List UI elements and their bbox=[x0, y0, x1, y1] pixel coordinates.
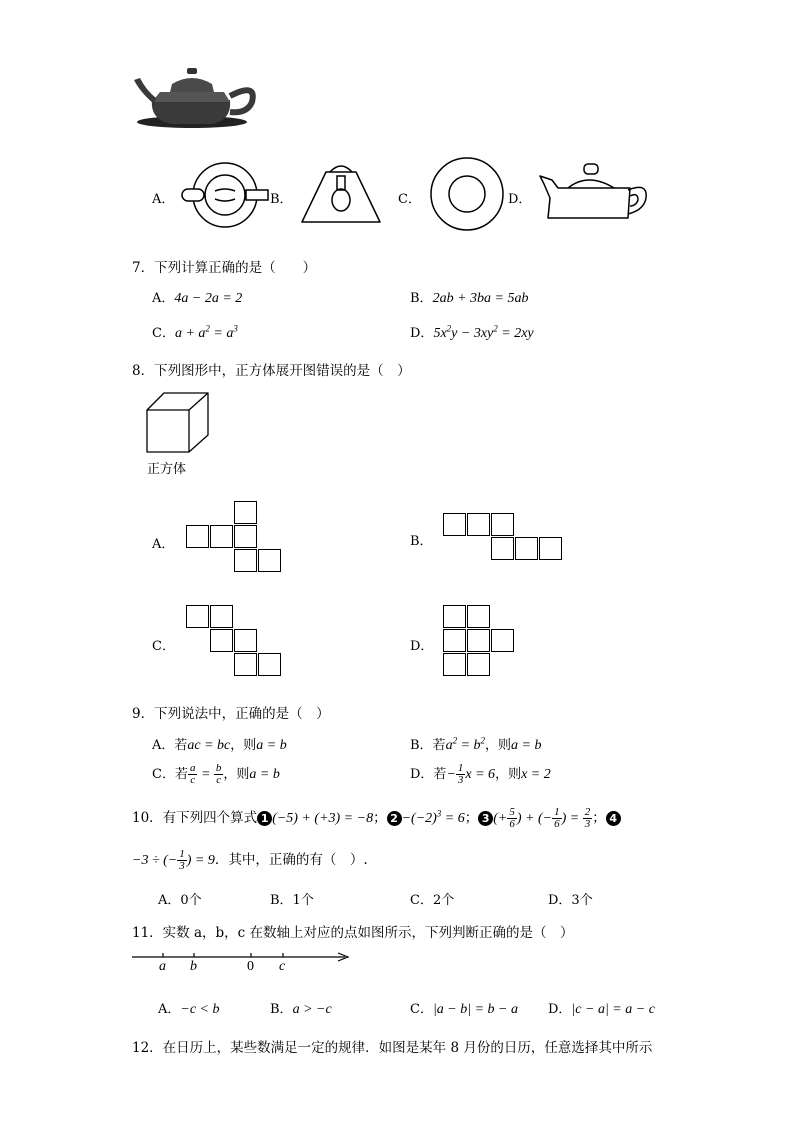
q7-label-b: B． bbox=[410, 291, 433, 306]
q7-label-c: C． bbox=[152, 326, 175, 341]
q10-option-a[interactable]: A．0个 bbox=[158, 893, 202, 908]
q9-option-a[interactable]: A．若ac = bc，则a = b bbox=[152, 738, 287, 753]
q7-option-a[interactable] bbox=[152, 287, 242, 307]
q12-stem: 12．在日历上，某些数满足一定的规律．如图是某年 8 月份的日历，任意选择其中所示 bbox=[132, 1040, 653, 1056]
teapot-view-a bbox=[178, 160, 273, 230]
q7-option-d[interactable] bbox=[410, 322, 534, 342]
axis-label-a: a bbox=[159, 959, 166, 974]
q9-stem: 9．下列说法中，正确的是（ ） bbox=[132, 706, 330, 722]
q11-option-a[interactable]: A．−c < b bbox=[158, 1002, 220, 1017]
q7-label-a: A． bbox=[152, 291, 175, 306]
cube-figure bbox=[144, 390, 214, 455]
q7-expr-d: $5x^2y - 3xy^2 = 2xy$ bbox=[433, 323, 534, 341]
q11-option-d[interactable]: D．|c − a| = a − c bbox=[548, 1002, 655, 1017]
q7-label-d: D． bbox=[410, 326, 434, 341]
q10-option-d[interactable]: D．3个 bbox=[548, 893, 593, 908]
teapot-view-d bbox=[538, 158, 650, 224]
q10-stem-line2: −3 ÷ (− $\frac{1}{3}$ ) = 9．其中，正确的有（ ）. bbox=[132, 848, 368, 872]
q11-option-c[interactable]: C．|a − b| = b − a bbox=[410, 1002, 518, 1017]
q8-label-c[interactable]: C． bbox=[152, 639, 175, 654]
axis-label-c: c bbox=[279, 959, 286, 974]
axis-label-b: b bbox=[190, 959, 197, 974]
q6-label-d[interactable]: D． bbox=[508, 192, 532, 207]
q10-option-b[interactable]: B．1个 bbox=[270, 893, 314, 908]
q7-option-b[interactable] bbox=[410, 287, 528, 307]
q6-label-a[interactable]: A． bbox=[152, 192, 175, 207]
axis-label-zero: 0 bbox=[247, 959, 254, 974]
q6-label-c[interactable]: C． bbox=[398, 192, 421, 207]
q11-option-b[interactable]: B．a > −c bbox=[270, 1002, 332, 1017]
teapot-photo bbox=[132, 62, 272, 137]
q7-expr-c: $a + a^2 = a^3$ bbox=[174, 323, 238, 341]
teapot-view-b bbox=[296, 158, 386, 230]
q9-option-c[interactable]: C．若 $\frac{a}{c}$ = $\frac{b}{c}$ ，则a = b bbox=[152, 762, 280, 786]
q7-expr-a: 4a − 2a = 2 bbox=[174, 291, 243, 306]
q10-stem-line1: 10．有下列四个算式 1 (−5) + (+3) = −8； $2 -(-2)^3 = 6$； 3 (+ $\frac{5}{6}$ ) + (− $\frac{1}{6}$ ) = $\frac{2}{3}$ ； 4 bbox=[132, 806, 621, 830]
q11-stem: 11．实数 a，b，c 在数轴上对应的点如图所示，下列判断正确的是（ ） bbox=[132, 925, 574, 941]
q8-label-d[interactable]: D． bbox=[410, 639, 434, 654]
q7-expr-b: 2ab + 3ba = 5ab bbox=[432, 291, 529, 306]
q9-option-b[interactable]: B．若$a^2 = b^2$，则a = b bbox=[410, 735, 542, 753]
q7-stem: 7．下列计算正确的是（ ） bbox=[132, 260, 317, 276]
teapot-view-c bbox=[428, 155, 506, 233]
q8-label-a[interactable]: A． bbox=[152, 537, 175, 552]
q10-option-c[interactable]: C．2个 bbox=[410, 893, 455, 908]
cube-caption: 正方体 bbox=[147, 462, 187, 477]
q9-option-d[interactable]: D．若− $\frac{1}{3}$ x = 6，则x = 2 bbox=[410, 762, 551, 786]
q7-option-c[interactable] bbox=[152, 322, 238, 342]
q8-stem: 8．下列图形中，正方体展开图错误的是（ ） bbox=[132, 363, 411, 379]
q6-label-b[interactable]: B． bbox=[270, 192, 293, 207]
q8-label-b[interactable]: B． bbox=[410, 534, 433, 549]
